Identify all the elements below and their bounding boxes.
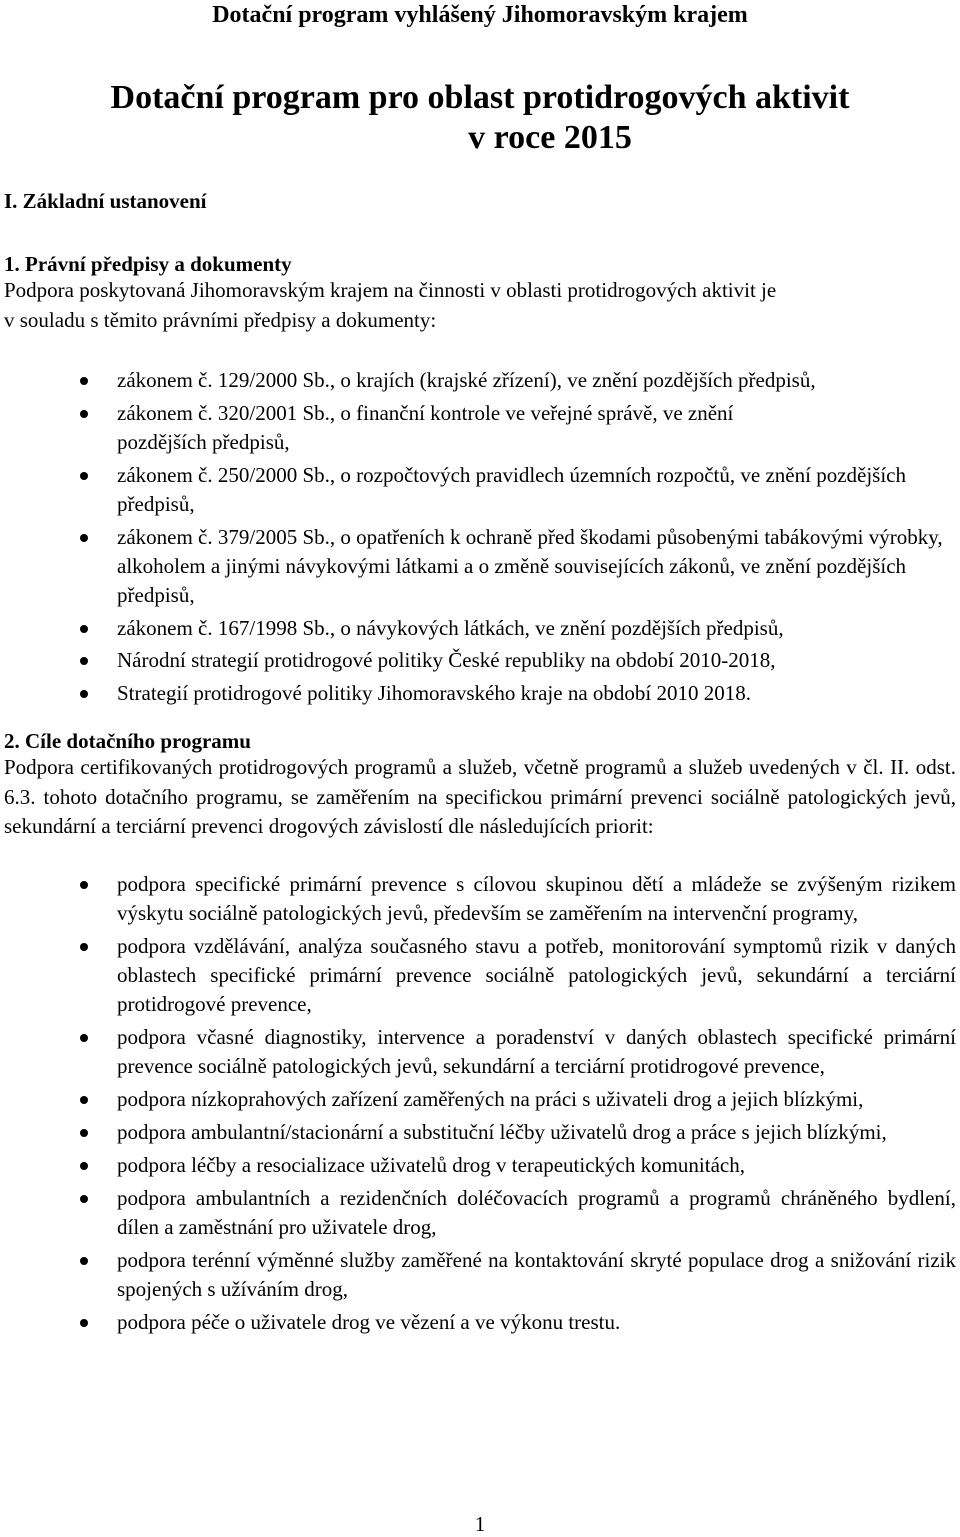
legal-intro-line1: Podpora poskytovaná Jihomoravským krajem na činnosti v oblasti protidrogových aktivit je [4,278,777,302]
list-item [0,399,956,457]
legal-intro-line2: v souladu s těmito právními předpisy a dokumenty: [4,307,437,332]
list-item [0,366,956,395]
bullet-icon [80,1034,88,1042]
list-item [0,1118,956,1147]
list-item-text: podpora včasné diagnostiky, intervence a poradenství v daných oblastech specifické primární prevence sociálně patologických jevů, sekundární a terciární protidrogové prevence, [117,1025,956,1078]
list-item-text: podpora péče o uživatele drog ve vězení a ve výkonu trestu. [117,1310,621,1334]
list-item-text: podpora vzdělávání, analýza současného stavu a potřeb, monitorování symptomů rizik v daných oblastech specifické primární prevence sociálně patologických jevů, sekundární a terciární protidrogové prevence, [117,934,956,1016]
section-heading-basic-provisions: I. Základní ustanovení [4,189,207,213]
list-item [0,679,956,708]
list-item-text: podpora nízkoprahových zařízení zaměřených na práci s uživateli drog a jejich blízkými, [117,1087,864,1111]
list-item [0,1151,956,1180]
goals-intro-paragraph: Podpora certifikovaných protidrogových programů a služeb, včetně programů a služeb uvedených v čl. II. odst. 6.3. tohoto dotačního programu, se zaměřením na specifickou primární prevenci sociálně patologických jevů, sekundární a terciární prevenci drogových závislostí dle následujících priorit: [4,755,956,838]
subsection-heading-program-goals: 2. Cíle dotačního programu [4,729,251,753]
subsection-heading-legal-regulations: 1. Právní předpisy a dokumenty [4,252,292,276]
bullet-icon [80,1257,88,1265]
list-item-text: Strategií protidrogové politiky Jihomoravského kraje na období 2010 2018. [117,681,751,706]
bullet-icon [80,1129,88,1137]
program-title-line1: Dotační program pro oblast protidrogových aktivit [110,79,850,116]
bullet-icon [80,881,88,889]
list-item [0,1085,956,1114]
list-item [0,1023,956,1081]
list-item-text: zákonem č. 320/2001 Sb., o finanční kontrole ve veřejné správě, ve znění pozdějších předpisů, [117,400,734,454]
bullet-icon [80,657,88,665]
bullet-icon [80,1319,88,1327]
list-item-text: zákonem č. 379/2005 Sb., o opatřeních k ochraně před škodami působenými tabákovými výrobky, alkoholem a jinými návykovými látkami a o změně souvisejících zákonů, ve znění pozdějších předpisů, [117,524,943,607]
list-item [0,523,956,610]
bullet-icon [80,690,88,698]
list-item [0,614,956,643]
list-item [0,1246,956,1304]
bullet-icon [80,534,88,542]
list-item-text: podpora léčby a resocializace uživatelů drog v terapeutických komunitách, [117,1153,745,1177]
list-item [0,646,956,675]
list-item [0,461,956,519]
list-item-text: podpora ambulantních a rezidenčních doléčovacích programů a programů chráněného bydlení, dílen a zaměstnání pro uživatele drog, [117,1186,956,1239]
bullet-icon [80,472,88,480]
list-item [0,870,956,928]
list-item [0,1308,956,1337]
list-item-text: podpora ambulantní/stacionární a substituční léčby uživatelů drog a práce s jejich blízkými, [117,1120,887,1144]
list-item [0,1184,956,1242]
bullet-icon [80,625,88,633]
list-item-text: Národní strategií protidrogové politiky České republiky na období 2010-2018, [117,648,776,673]
bullet-icon [80,410,88,418]
list-item-text: zákonem č. 129/2000 Sb., o krajích (krajské zřízení), ve znění pozdějších předpisů, [117,368,816,392]
document-header-title: Dotační program vyhlášený Jihomoravským krajem [212,2,748,28]
list-item-text: zákonem č. 167/1998 Sb., o návykových látkách, ve znění pozdějších předpisů, [117,615,784,640]
program-title-line2: v roce 2015 [468,119,632,156]
legal-regulations-list [0,366,956,712]
list-item-text: zákonem č. 250/2000 Sb., o rozpočtových pravidlech územních rozpočtů, ve znění pozdějších předpisů, [117,462,906,516]
list-item-text: podpora terénní výměnné služby zaměřené na kontaktování skryté populace drog a snižování rizik spojených s užíváním drog, [117,1248,956,1301]
program-priorities-list [0,870,956,1341]
program-title [0,78,960,158]
legal-intro-paragraph [4,276,956,335]
bullet-icon [80,943,88,951]
bullet-icon [80,1195,88,1203]
page-number: 1 [474,1512,486,1536]
bullet-icon [80,1096,88,1104]
list-item [0,932,956,1019]
list-item-text: podpora specifické primární prevence s cílovou skupinou dětí a mládeže se zvýšeným rizikem výskytu sociálně patologických jevů, především se zaměřením na intervenční programy, [117,872,956,925]
bullet-icon [80,1162,88,1170]
bullet-icon [80,377,88,385]
